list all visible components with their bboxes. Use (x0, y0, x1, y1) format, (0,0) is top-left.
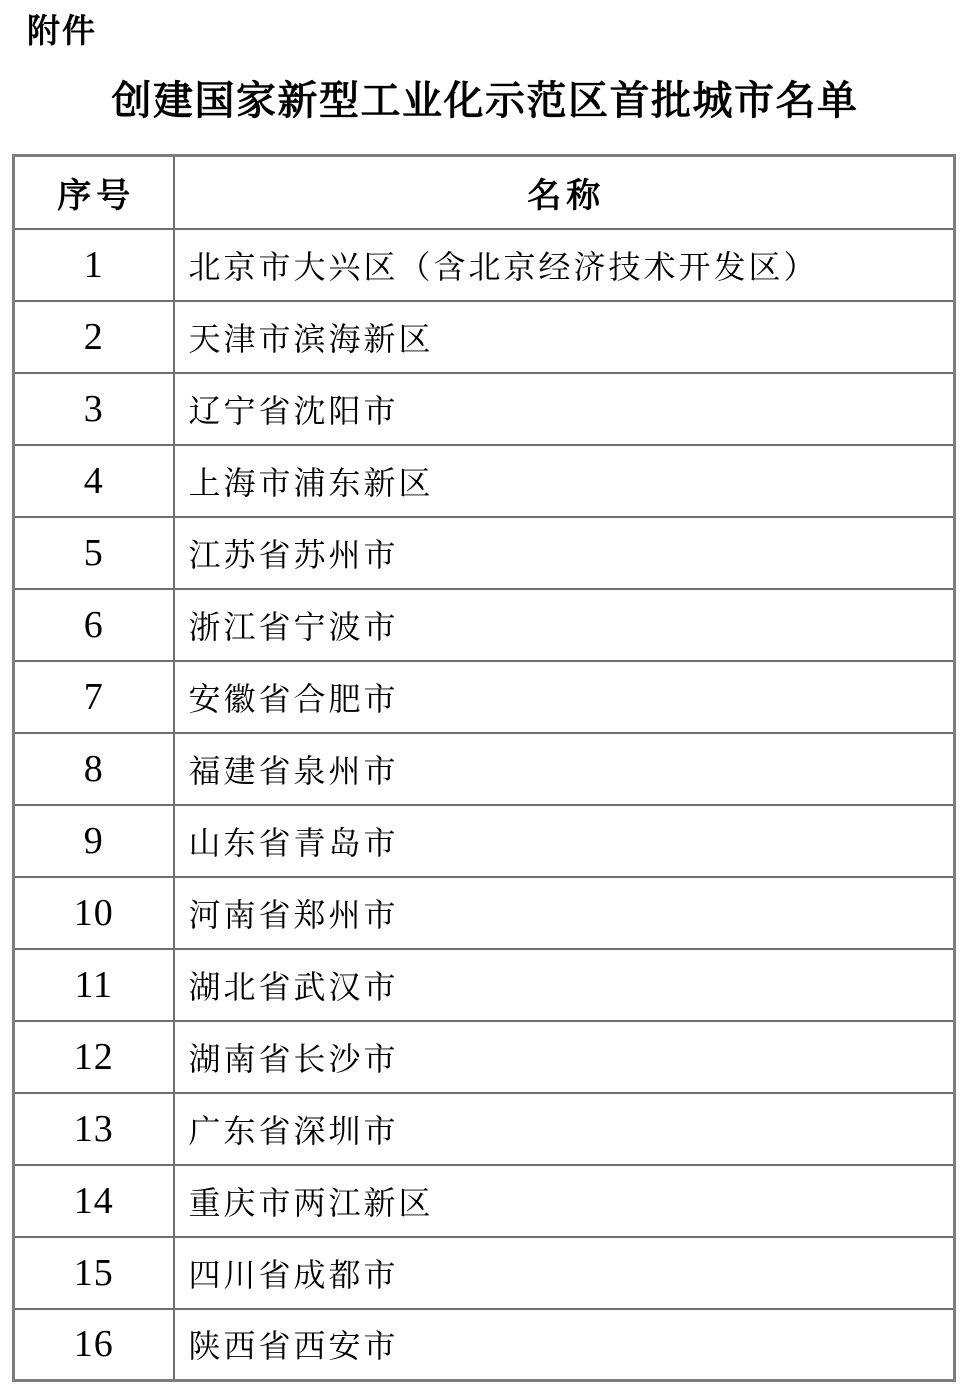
table-row (14, 877, 955, 949)
row-number-cell: 8 (14, 733, 174, 805)
row-name-cell: 天津市滨海新区 (174, 301, 955, 373)
table-body (14, 229, 955, 1381)
row-number-cell: 5 (14, 517, 174, 589)
row-number-cell: 1 (14, 229, 174, 301)
row-name-cell: 湖北省武汉市 (174, 949, 955, 1021)
table-row (14, 301, 955, 373)
row-name-cell: 浙江省宁波市 (174, 589, 955, 661)
row-name-cell: 安徽省合肥市 (174, 661, 955, 733)
row-name-cell: 四川省成都市 (174, 1237, 955, 1309)
row-number-cell: 16 (14, 1309, 174, 1381)
table-row (14, 1021, 955, 1093)
row-number-cell: 10 (14, 877, 174, 949)
row-name-cell: 福建省泉州市 (174, 733, 955, 805)
column-header-number: 序号 (14, 156, 174, 229)
table-header (14, 156, 955, 229)
header-row (14, 156, 955, 229)
row-name-cell: 山东省青岛市 (174, 805, 955, 877)
table-row (14, 1165, 955, 1237)
attachment-label: 附件 (27, 12, 97, 49)
row-number-cell: 2 (14, 301, 174, 373)
table-row (14, 517, 955, 589)
row-number-cell: 3 (14, 373, 174, 445)
row-number-cell: 9 (14, 805, 174, 877)
table-row (14, 229, 955, 301)
table-row (14, 373, 955, 445)
row-name-cell: 辽宁省沈阳市 (174, 373, 955, 445)
row-number-cell: 13 (14, 1093, 174, 1165)
row-name-cell: 北京市大兴区（含北京经济技术开发区） (174, 229, 955, 301)
table-row (14, 589, 955, 661)
row-name-cell: 重庆市两江新区 (174, 1165, 955, 1237)
column-header-name: 名称 (174, 156, 955, 229)
table-row (14, 1237, 955, 1309)
row-number-cell: 12 (14, 1021, 174, 1093)
row-number-cell: 4 (14, 445, 174, 517)
row-name-cell: 陕西省西安市 (174, 1309, 955, 1381)
row-name-cell: 江苏省苏州市 (174, 517, 955, 589)
row-name-cell: 上海市浦东新区 (174, 445, 955, 517)
row-number-cell: 7 (14, 661, 174, 733)
page-title: 创建国家新型工业化示范区首批城市名单 (111, 79, 859, 123)
row-name-cell: 广东省深圳市 (174, 1093, 955, 1165)
table-row (14, 805, 955, 877)
table-row (14, 445, 955, 517)
row-name-cell: 河南省郑州市 (174, 877, 955, 949)
table-row (14, 1309, 955, 1381)
row-number-cell: 11 (14, 949, 174, 1021)
row-number-cell: 6 (14, 589, 174, 661)
row-number-cell: 15 (14, 1237, 174, 1309)
row-number-cell: 14 (14, 1165, 174, 1237)
city-list-table (12, 154, 956, 1382)
table-row (14, 661, 955, 733)
row-name-cell: 湖南省长沙市 (174, 1021, 955, 1093)
table-row (14, 949, 955, 1021)
table-row (14, 733, 955, 805)
table-row (14, 1093, 955, 1165)
